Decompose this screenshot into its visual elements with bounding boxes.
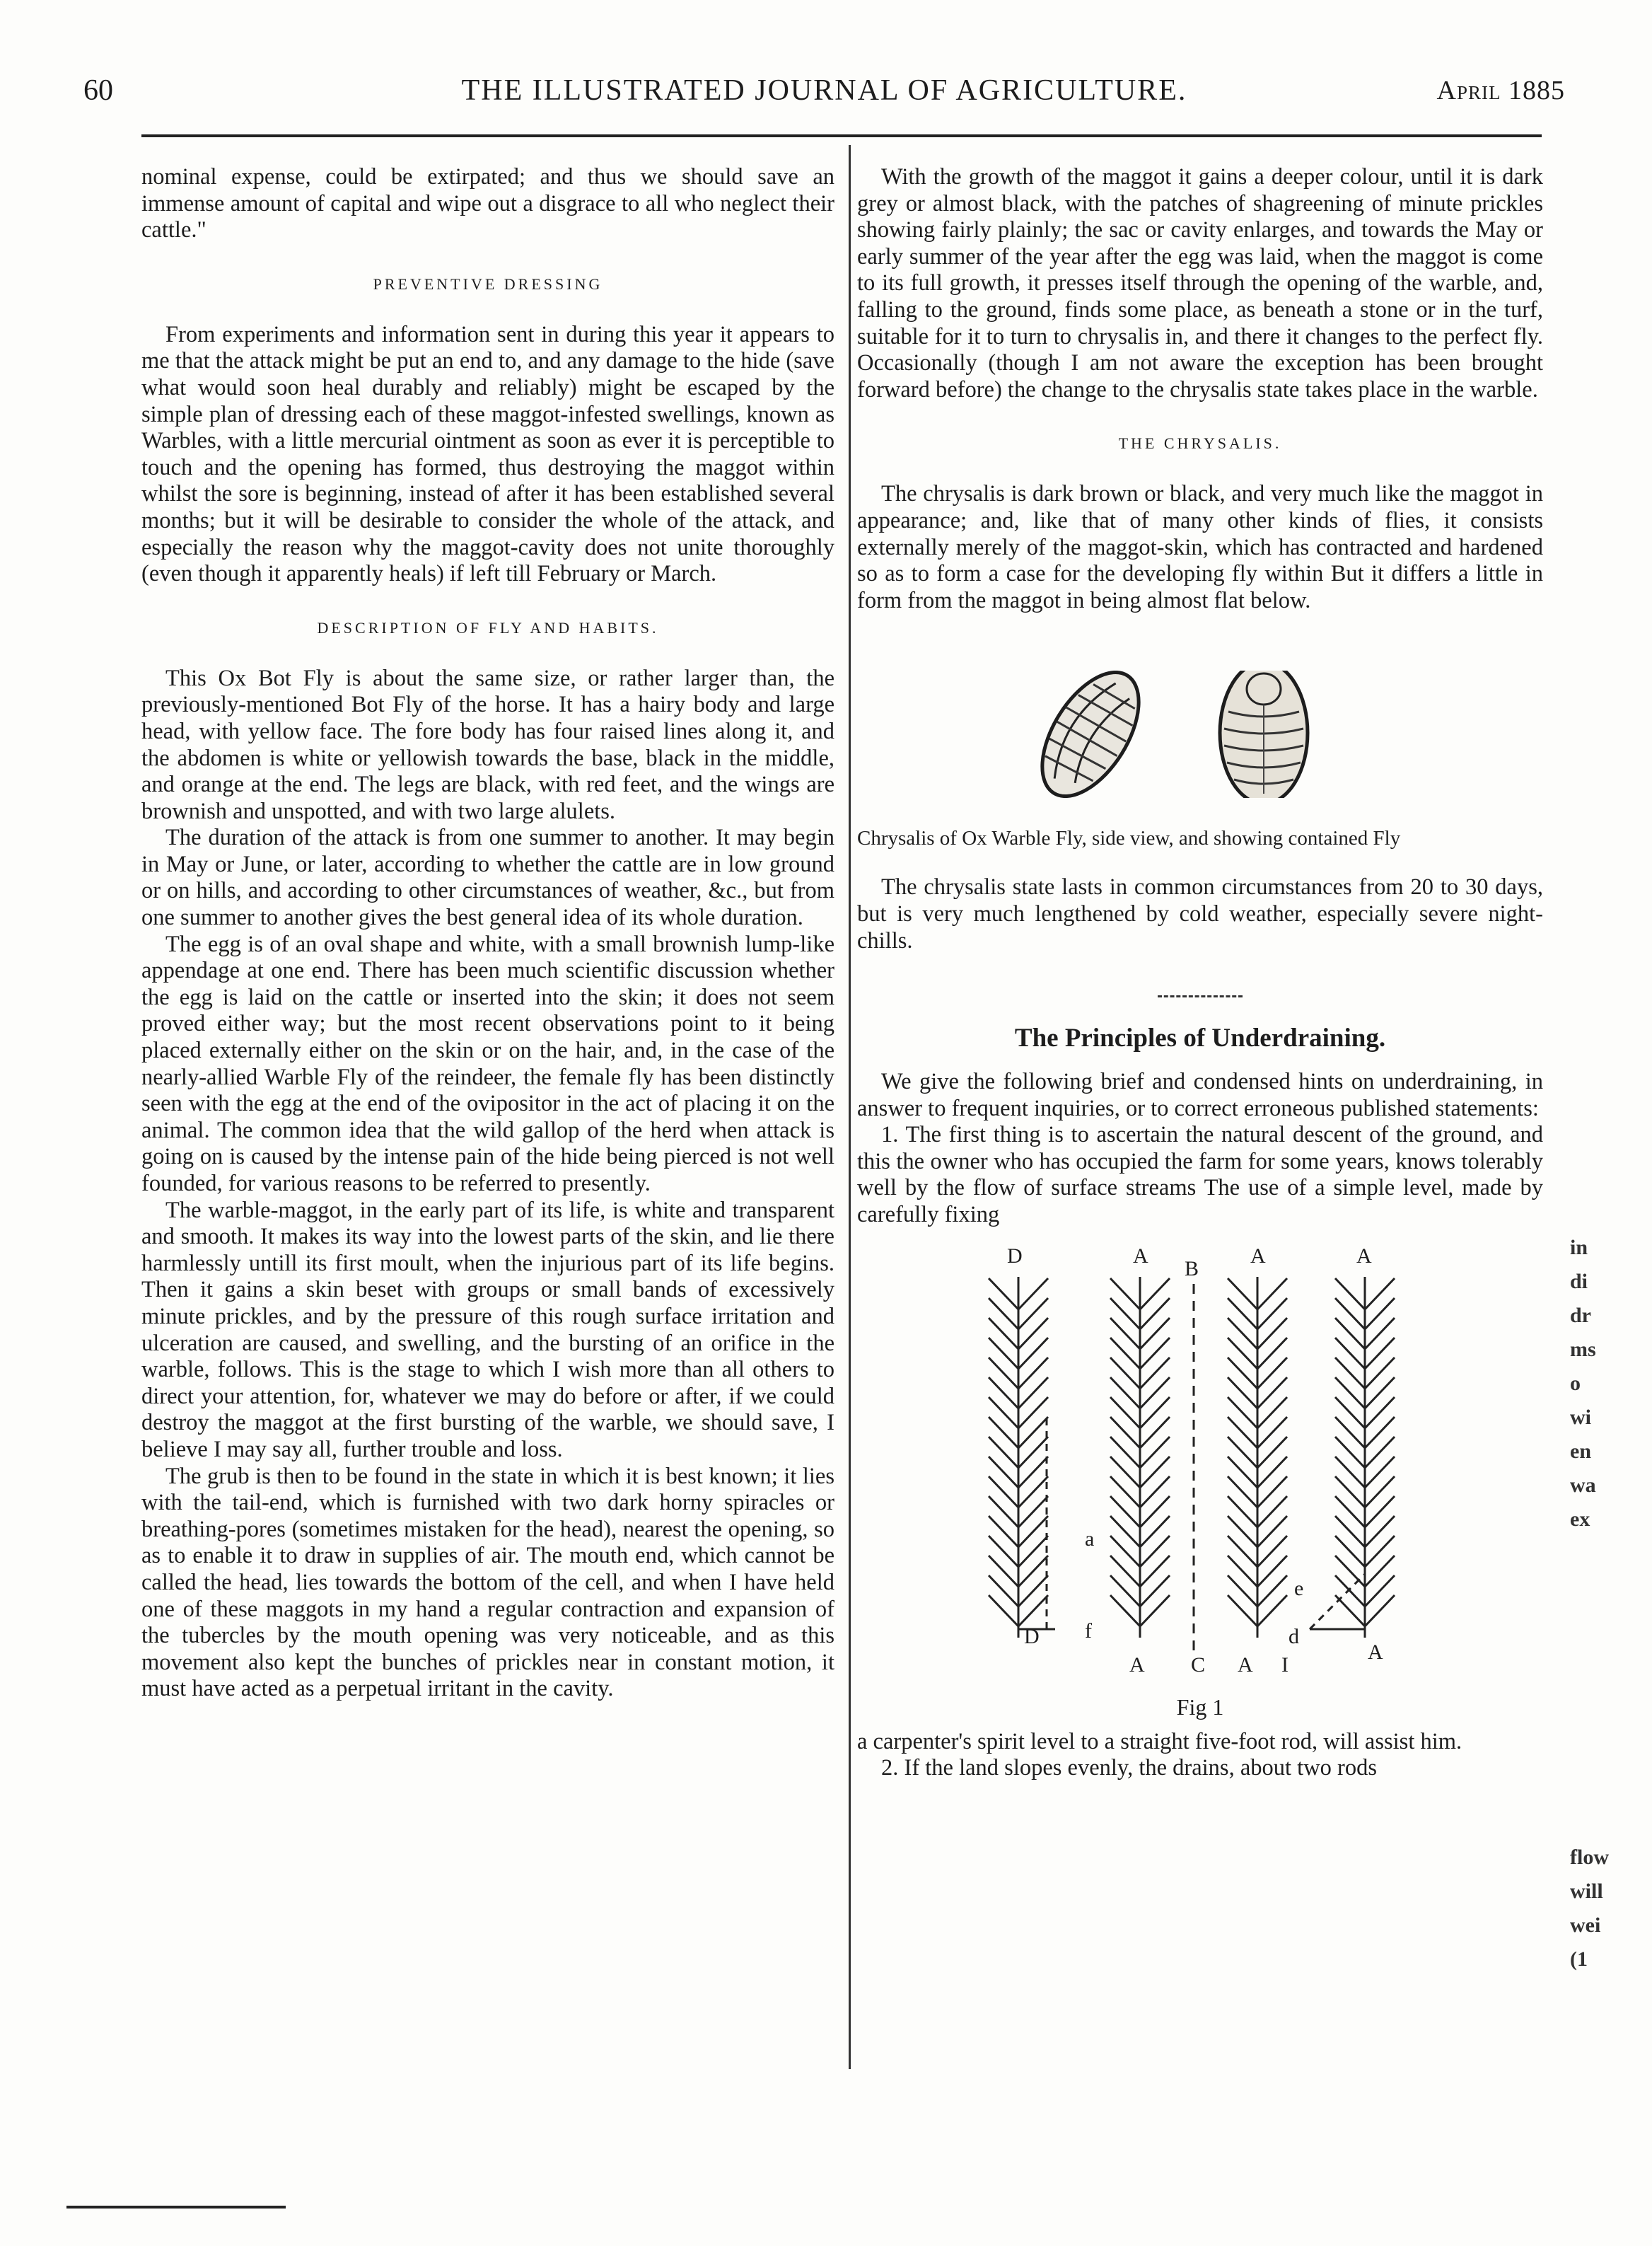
- branch-drain: [1335, 1338, 1365, 1369]
- branch-drain: [1140, 1476, 1170, 1507]
- branch-drain: [1140, 1457, 1170, 1488]
- branch-drain: [1228, 1358, 1257, 1389]
- branch-drain: [989, 1278, 1018, 1309]
- paragraph: The chrysalis is dark brown or black, and very much like the maggot in appearance; and, like that of many other kinds of flies, it consists externally merely of the maggot-skin, which has contracted and hardened so as to form a case for the developing fly within But it differs a little in form from the maggot in being almost flat below.: [857, 481, 1543, 613]
- branch-drain: [1257, 1595, 1287, 1626]
- branch-drain: [989, 1457, 1018, 1488]
- branch-drain: [989, 1318, 1018, 1349]
- paragraph: From experiments and information sent in during this year it appears to me that the attack might be put an end to, and any damage to the hide (save what would soon heal durably and reliably) might be escaped by the simple plan of dressing each of these maggot-infested swellings, known as Warbles, with a little mercurial ointment as soon as ever it is perceptible to touch and the opening has formed, thus destroying the maggot within whilst the sore is beginning, instead of after it has been established several months; but it will be desirable to consider the whole of the attack, and especially the reason why the maggot-cavity does not unite thoroughly (even though it apparently heals) if left till February or March.: [141, 321, 834, 587]
- branch-drain: [1365, 1417, 1395, 1448]
- margin-fragment: en: [1570, 1440, 1591, 1463]
- branch-drain: [1110, 1496, 1140, 1527]
- margin-fragment: wa: [1570, 1474, 1596, 1497]
- branch-drain: [1228, 1575, 1257, 1607]
- paragraph: nominal expense, could be extirpated; and thus we should save an immense amount of capital and wipe out a disgrace to all who neglect their cattle.": [141, 164, 834, 243]
- branch-drain: [1257, 1377, 1287, 1408]
- branch-drain: [1110, 1318, 1140, 1349]
- branch-drain: [1228, 1377, 1257, 1408]
- branch-drain: [1335, 1556, 1365, 1587]
- branch-drain: [989, 1377, 1018, 1408]
- page-number: 60: [83, 74, 113, 107]
- branch-drain: [1140, 1437, 1170, 1468]
- branch-drain: [1110, 1417, 1140, 1448]
- fig-label-d-small: d: [1289, 1624, 1299, 1648]
- branch-drain: [1140, 1358, 1170, 1389]
- branch-drain: [1018, 1457, 1048, 1488]
- branch-drain: [1257, 1318, 1287, 1349]
- figure-caption: Fig 1: [1176, 1694, 1224, 1720]
- branch-drain: [1110, 1338, 1140, 1369]
- margin-fragment: dr: [1570, 1304, 1591, 1327]
- branch-drain: [1365, 1595, 1395, 1626]
- section-heading: THE CHRYSALIS.: [1118, 434, 1282, 453]
- branch-drain: [1228, 1278, 1257, 1309]
- branch-drain: [1365, 1536, 1395, 1567]
- drain-layout-diagram: [857, 1241, 1543, 1694]
- branch-drain: [1018, 1437, 1048, 1468]
- fig-label-i: I: [1281, 1652, 1289, 1677]
- branch-drain: [1110, 1358, 1140, 1389]
- branch-drain: [1110, 1278, 1140, 1309]
- fig-label-a-bottom: A: [1238, 1652, 1253, 1677]
- fig-label-f: f: [1085, 1619, 1092, 1643]
- branch-drain: [989, 1437, 1018, 1468]
- branch-drain: [989, 1536, 1018, 1567]
- branch-drain: [1228, 1338, 1257, 1369]
- branch-drain: [1365, 1496, 1395, 1527]
- branch-drain: [1140, 1595, 1170, 1626]
- paragraph: The chrysalis state lasts in common circumstances from 20 to 30 days, but is very much lengthened by cold weather, especially severe night-chills.: [857, 874, 1543, 954]
- fig-label-a-bottom: A: [1129, 1652, 1145, 1677]
- branch-drain: [1110, 1516, 1140, 1547]
- branch-drain: [1335, 1575, 1365, 1607]
- paragraph: 2. If the land slopes evenly, the drains, about two rods: [881, 1755, 1378, 1781]
- branch-drain: [1257, 1536, 1287, 1567]
- branch-drain: [1365, 1476, 1395, 1507]
- left-column: [141, 164, 834, 1703]
- branch-drain: [1228, 1516, 1257, 1547]
- branch-drain: [1257, 1476, 1287, 1507]
- branch-drain: [1018, 1556, 1048, 1587]
- branch-drain: [1335, 1377, 1365, 1408]
- paragraph: a carpenter's spirit level to a straight five-foot rod, will assist him.: [857, 1728, 1462, 1754]
- branch-drain: [1110, 1536, 1140, 1567]
- branch-drain: [989, 1595, 1018, 1626]
- branch-drain: [1018, 1298, 1048, 1329]
- branch-drain: [989, 1397, 1018, 1428]
- footer-rule: [66, 2206, 286, 2209]
- branch-drain: [1018, 1476, 1048, 1507]
- branch-drain: [1140, 1298, 1170, 1329]
- branch-drain: [1257, 1437, 1287, 1468]
- article-title: The Principles of Underdraining.: [1014, 1024, 1386, 1053]
- chrysalis-contained-fly: [1220, 671, 1308, 798]
- branch-drain: [1140, 1496, 1170, 1527]
- branch-drain: [1228, 1318, 1257, 1349]
- fig-label-b: B: [1185, 1256, 1199, 1280]
- fig-label-a-bottom: A: [1368, 1640, 1383, 1664]
- branch-drain: [1110, 1476, 1140, 1507]
- margin-fragment: flow: [1570, 1846, 1609, 1869]
- branch-drain: [1365, 1516, 1395, 1547]
- fig-label-d-bottom: D: [1024, 1624, 1040, 1648]
- margin-fragment: di: [1570, 1270, 1588, 1293]
- margin-fragment: o: [1570, 1372, 1581, 1395]
- branch-drain: [1018, 1417, 1048, 1448]
- branch-drain: [1335, 1278, 1365, 1309]
- branch-drain: [1140, 1377, 1170, 1408]
- branch-drain: [1257, 1397, 1287, 1428]
- fig-label-a-top: A: [1250, 1244, 1266, 1268]
- chrysalis-illustration: [857, 671, 1543, 798]
- figure-caption: Chrysalis of Ox Warble Fly, side view, and showing contained Fly: [857, 827, 1401, 850]
- branch-drain: [1335, 1516, 1365, 1547]
- branch-drain: [1140, 1575, 1170, 1607]
- paragraph: With the growth of the maggot it gains a deeper colour, until it is dark grey or almost black, with the patches of shagreening of minute prickles showing fairly plainly; the sac or cavity enlarges, and towards the May or early summer of the year after the egg was laid, when the maggot is come to its full growth, it presses itself through the opening of the warble, and, falling to the ground, finds some place, as beneath a stone or in the turf, suitable for it to turn to chrysalis in, and there it changes to the perfect fly. Occasionally (though I am not aware the exception has been brought forward before) the change to the chrysalis state takes place in the warble.: [857, 164, 1543, 403]
- fig-label-e: e: [1294, 1576, 1304, 1600]
- branch-drain: [1018, 1536, 1048, 1567]
- branch-drain: [1140, 1318, 1170, 1349]
- paragraph: 1. The first thing is to ascertain the natural descent of the ground, and this the owner who has occupied the farm for some years, knows tolerably well by the flow of surface streams The use of a simple level, made by carefully fixing: [857, 1122, 1543, 1228]
- branch-drain: [989, 1516, 1018, 1547]
- branch-drain: [989, 1417, 1018, 1448]
- branch-drain: [989, 1575, 1018, 1607]
- paragraph: The duration of the attack is from one summer to another. It may begin in May or June, or later, according to whether the cattle are in low ground or on hills, and according to other circumstances of weather, &c., but from one summer to another gives the best general idea of its whole duration.: [141, 825, 834, 931]
- margin-fragment: (1: [1570, 1947, 1588, 1971]
- branch-drain: [1110, 1298, 1140, 1329]
- branch-drain: [1257, 1556, 1287, 1587]
- branch-drain: [1365, 1318, 1395, 1349]
- branch-drain: [1257, 1278, 1287, 1309]
- branch-drain: [989, 1556, 1018, 1587]
- branch-drain: [1110, 1377, 1140, 1408]
- paragraph: This Ox Bot Fly is about the same size, or rather larger than, the previously-mentioned Bot Fly of the horse. It has a hairy body and large head, with yellow face. The fore body has four raised lines along it, and the abdomen is white or yellowish towards the base, black in the middle, and orange at the end. The legs are black, with red feet, and the wings are brownish and unspotted, and with two large alulets.: [141, 665, 834, 824]
- measure-line: [1310, 1574, 1365, 1629]
- branch-drain: [1140, 1278, 1170, 1309]
- paragraph: We give the following brief and condensed hints on underdraining, in answer to frequent inquiries, or to correct erroneous published statements:: [857, 1069, 1543, 1121]
- branch-drain: [1228, 1536, 1257, 1567]
- margin-fragment: will: [1570, 1880, 1603, 1903]
- branch-drain: [1365, 1575, 1395, 1607]
- branch-drain: [1335, 1298, 1365, 1329]
- branch-drain: [1228, 1595, 1257, 1626]
- right-column: [857, 164, 1543, 1782]
- branch-drain: [1335, 1536, 1365, 1567]
- branch-drain: [1110, 1437, 1140, 1468]
- branch-drain: [1018, 1278, 1048, 1309]
- journal-title: THE ILLUSTRATED JOURNAL OF AGRICULTURE.: [461, 74, 1187, 107]
- branch-drain: [1335, 1457, 1365, 1488]
- branch-drain: [1018, 1377, 1048, 1408]
- branch-drain: [1335, 1358, 1365, 1389]
- branch-drain: [1018, 1575, 1048, 1607]
- branch-drain: [1365, 1556, 1395, 1587]
- branch-drain: [1110, 1595, 1140, 1626]
- branch-drain: [989, 1476, 1018, 1507]
- chrysalis-side-view: [1023, 671, 1158, 798]
- branch-drain: [1257, 1516, 1287, 1547]
- branch-drain: [1228, 1437, 1257, 1468]
- branch-drain: [1140, 1556, 1170, 1587]
- fig-label-d-top: D: [1007, 1244, 1023, 1268]
- issue-date: April 1885: [1436, 76, 1565, 105]
- margin-fragment: wi: [1570, 1406, 1591, 1429]
- branch-drain: [1018, 1595, 1048, 1626]
- branch-drain: [1365, 1338, 1395, 1369]
- margin-fragment: in: [1570, 1236, 1588, 1259]
- section-separator: [1158, 995, 1243, 997]
- branch-drain: [1228, 1476, 1257, 1507]
- branch-drain: [1365, 1278, 1395, 1309]
- branch-drain: [989, 1496, 1018, 1527]
- branch-drain: [1365, 1397, 1395, 1428]
- page-header: [83, 74, 1565, 117]
- branch-drain: [1365, 1298, 1395, 1329]
- margin-fragment: ex: [1570, 1507, 1590, 1531]
- branch-drain: [1257, 1298, 1287, 1329]
- branch-drain: [1110, 1397, 1140, 1428]
- branch-drain: [1365, 1437, 1395, 1468]
- branch-drain: [1365, 1457, 1395, 1488]
- header-rule: [141, 134, 1542, 137]
- branch-drain: [1140, 1536, 1170, 1567]
- section-heading: DESCRIPTION OF FLY AND HABITS.: [317, 618, 659, 637]
- adjacent-page-fragments: [1570, 1231, 1627, 1976]
- branch-drain: [1018, 1397, 1048, 1428]
- fig-label-a-top: A: [1133, 1244, 1148, 1268]
- branch-drain: [1257, 1457, 1287, 1488]
- branch-drain: [1018, 1318, 1048, 1349]
- branch-drain: [1228, 1397, 1257, 1428]
- branch-drain: [1228, 1457, 1257, 1488]
- branch-drain: [1335, 1496, 1365, 1527]
- section-heading: PREVENTIVE DRESSING: [373, 274, 603, 293]
- branch-drain: [1365, 1358, 1395, 1389]
- paragraph: The grub is then to be found in the state in which it is best known; it lies with the tail-end, which is furnished with two dark horny spiracles or breathing-pores (sometimes mistaken for the head), nearest the opening, so as to enable it to draw in supplies of air. The mouth end, which cannot be called the head, lies towards the bottom of the cell, and when I have held one of these maggots in my hand a regular contraction and expansion of the tubercles by the mouth opening was very noticeable, and as this movement also kept the bunches of prickles near in constant motion, it must have acted as a perpetual irritant in the cavity.: [141, 1463, 834, 1702]
- branch-drain: [1140, 1338, 1170, 1369]
- paragraph: The warble-maggot, in the early part of its life, is white and transparent and smooth. It makes its way into the lowest parts of the skin, and lie there harmlessly untill its first moult, when the injurious part of its life begins. Then it gains a skin beset with groups or small bands of excessively minute prickles, and by the pressure of this rough surface irritation and ulceration are caused, and swelling, and the bursting of an orifice in the warble, follows. This is the stage to which I wish more than all others to direct your attention, for, whatever we may do before or after, if we could destroy the maggot at the first bursting of the warble, we should save, I believe I may say all, further trouble and loss.: [141, 1197, 834, 1462]
- branch-drain: [989, 1298, 1018, 1329]
- branch-drain: [1140, 1516, 1170, 1547]
- branch-drain: [1140, 1397, 1170, 1428]
- fig-label-a-top: A: [1356, 1244, 1372, 1268]
- paragraph: The egg is of an oval shape and white, with a small brownish lump-like appendage at one end. There has been much scientific discussion whether the egg is laid on the cattle or inserted into the skin; it does not seem proved either way; but the most recent observations point to it being placed externally either on the skin or on the hair, and, in the case of the nearly-allied Warble Fly of the reindeer, the female fly has been distinctly seen with the egg at the end of the ovipositor in the act of placing it on the animal. The common idea that the wild gallop of the herd when attack is going on is caused by the intense pain of the hide being pierced is not well founded, for various reasons to be referred to presently.: [141, 931, 834, 1196]
- branch-drain: [1335, 1318, 1365, 1349]
- branch-drain: [1335, 1417, 1365, 1448]
- branch-drain: [1257, 1358, 1287, 1389]
- branch-drain: [1228, 1417, 1257, 1448]
- branch-drain: [1335, 1476, 1365, 1507]
- branch-drain: [1110, 1575, 1140, 1607]
- branch-drain: [1257, 1338, 1287, 1369]
- branch-drain: [1140, 1417, 1170, 1448]
- branch-drain: [1335, 1437, 1365, 1468]
- branch-drain: [1110, 1556, 1140, 1587]
- branch-drain: [989, 1338, 1018, 1369]
- branch-drain: [1257, 1417, 1287, 1448]
- branch-drain: [1018, 1358, 1048, 1389]
- fig-label-c: C: [1191, 1652, 1206, 1677]
- branch-drain: [989, 1358, 1018, 1389]
- margin-fragment: wei: [1570, 1914, 1601, 1937]
- branch-drain: [1228, 1496, 1257, 1527]
- branch-drain: [1018, 1516, 1048, 1547]
- branch-drain: [1228, 1298, 1257, 1329]
- branch-drain: [1257, 1496, 1287, 1527]
- margin-fragment: ms: [1570, 1338, 1596, 1361]
- branch-drain: [1018, 1496, 1048, 1527]
- branch-drain: [1365, 1377, 1395, 1408]
- branch-drain: [1257, 1575, 1287, 1607]
- branch-drain: [1018, 1338, 1048, 1369]
- fig-label-a-small: a: [1085, 1527, 1095, 1551]
- branch-drain: [1110, 1457, 1140, 1488]
- branch-drain: [1335, 1397, 1365, 1428]
- branch-drain: [1228, 1556, 1257, 1587]
- column-divider: [849, 145, 851, 2069]
